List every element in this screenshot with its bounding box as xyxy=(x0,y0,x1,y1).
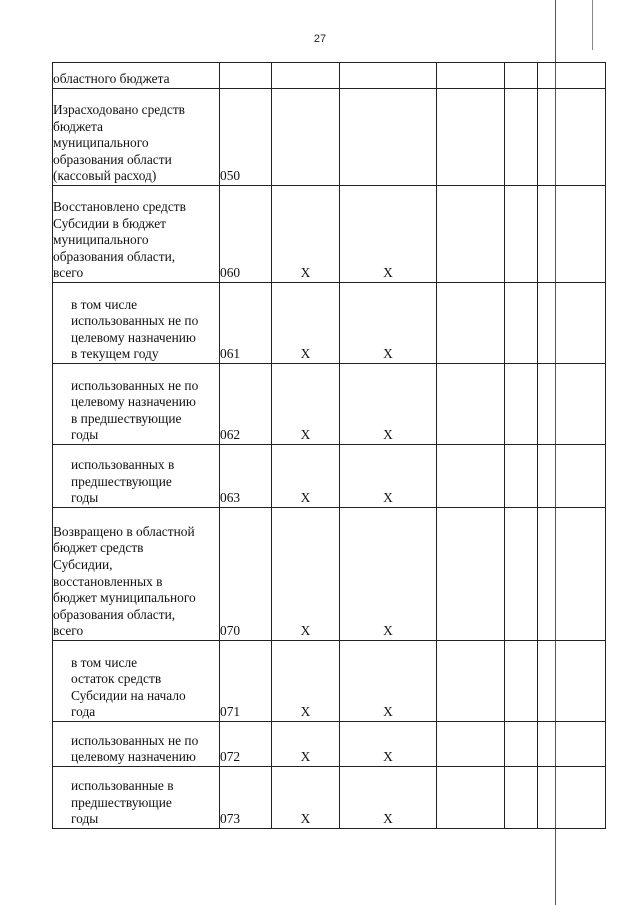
empty-cell-col7 xyxy=(538,364,606,445)
empty-cell-col7 xyxy=(538,722,606,767)
value-cell-col4: X xyxy=(340,722,437,767)
row-label-cell xyxy=(53,364,220,445)
row-label-cell xyxy=(53,722,220,767)
value-cell-col4: X xyxy=(340,641,437,722)
row-label-line: в том числе xyxy=(71,654,138,670)
empty-cell-col6 xyxy=(505,63,538,89)
row-label-line: целевому назначению xyxy=(71,749,196,765)
empty-cell-col5 xyxy=(437,767,505,829)
empty-cell-col5 xyxy=(437,445,505,508)
row-code-cell: 063 xyxy=(220,445,272,508)
row-label-line: предшествующие xyxy=(71,473,172,489)
row-label-line: в текущем году xyxy=(71,346,159,362)
empty-cell-col7 xyxy=(538,283,606,364)
row-label-cell xyxy=(53,63,220,89)
row-label-line: муниципального xyxy=(53,232,149,248)
value-cell-col4: X xyxy=(340,445,437,508)
row-label-line: муниципального xyxy=(53,135,149,151)
row-code-cell xyxy=(220,63,272,89)
row-label-line: в предшествующие xyxy=(71,410,182,426)
row-label-line: целевому назначению xyxy=(71,394,196,410)
table-row xyxy=(53,767,606,829)
row-label-line: использованные в xyxy=(71,778,174,794)
empty-cell-col6 xyxy=(505,722,538,767)
empty-cell-col6 xyxy=(505,641,538,722)
row-label-line: года xyxy=(71,704,96,720)
row-label-line: целевому назначению xyxy=(71,329,196,345)
empty-cell-col7 xyxy=(538,508,606,641)
value-cell-col3 xyxy=(272,89,340,186)
row-label-line: бюджет муниципального xyxy=(53,590,196,606)
value-cell-col3: X xyxy=(272,186,340,283)
row-label-line: всего xyxy=(53,265,84,281)
value-cell-col3: X xyxy=(272,722,340,767)
report-table-body xyxy=(53,63,606,829)
row-label-line: образования области, xyxy=(53,606,176,622)
row-label-line: областного бюджета xyxy=(53,71,170,87)
empty-cell-col7 xyxy=(538,445,606,508)
row-code-cell: 071 xyxy=(220,641,272,722)
empty-cell-col5 xyxy=(437,283,505,364)
row-code-cell: 062 xyxy=(220,364,272,445)
value-cell-col4: X xyxy=(340,508,437,641)
row-label-line: годы xyxy=(71,427,99,443)
empty-cell-col6 xyxy=(505,767,538,829)
row-label-line: Субсидии, xyxy=(53,557,113,573)
row-label-line: образования области xyxy=(53,151,172,167)
value-cell-col4 xyxy=(340,89,437,186)
value-cell-col3 xyxy=(272,63,340,89)
row-label-line: использованных не по xyxy=(71,377,199,393)
row-label-line: бюджета xyxy=(53,118,103,134)
table-row xyxy=(53,641,606,722)
value-cell-col3: X xyxy=(272,641,340,722)
empty-cell-col7 xyxy=(538,186,606,283)
row-code-cell: 061 xyxy=(220,283,272,364)
table-row xyxy=(53,63,606,89)
row-label-cell xyxy=(53,767,220,829)
empty-cell-col5 xyxy=(437,364,505,445)
empty-cell-col7 xyxy=(538,767,606,829)
row-label-line: в том числе xyxy=(71,296,138,312)
empty-cell-col5 xyxy=(437,186,505,283)
row-label-cell xyxy=(53,445,220,508)
empty-cell-col7 xyxy=(538,63,606,89)
row-label-line: остаток средств xyxy=(71,671,162,687)
row-label-line: Возвращено в областной xyxy=(53,523,195,539)
row-label-cell xyxy=(53,641,220,722)
row-label-line: использованных не по xyxy=(71,313,199,329)
row-label-line: Субсидии в бюджет xyxy=(53,215,167,231)
row-label-cell xyxy=(53,89,220,186)
table-row xyxy=(53,722,606,767)
scan-edge-line-short xyxy=(592,0,593,50)
empty-cell-col7 xyxy=(538,641,606,722)
empty-cell-col6 xyxy=(505,508,538,641)
empty-cell-col5 xyxy=(437,63,505,89)
row-code-cell: 073 xyxy=(220,767,272,829)
value-cell-col4: X xyxy=(340,283,437,364)
page-number: 27 xyxy=(313,33,327,45)
row-label-line: всего xyxy=(53,623,84,639)
row-label-line: (кассовый расход) xyxy=(53,168,157,184)
value-cell-col3: X xyxy=(272,445,340,508)
table-row xyxy=(53,186,606,283)
value-cell-col3: X xyxy=(272,283,340,364)
empty-cell-col6 xyxy=(505,445,538,508)
row-label-line: Субсидии на начало xyxy=(71,687,186,703)
row-code-cell: 072 xyxy=(220,722,272,767)
row-label-line: годы xyxy=(71,811,99,827)
empty-cell-col6 xyxy=(505,364,538,445)
empty-cell-col5 xyxy=(437,641,505,722)
row-label-line: использованных в xyxy=(71,457,175,473)
row-label-line: годы xyxy=(71,490,99,506)
value-cell-col4 xyxy=(340,63,437,89)
row-code-cell: 050 xyxy=(220,89,272,186)
empty-cell-col5 xyxy=(437,508,505,641)
row-code-cell: 070 xyxy=(220,508,272,641)
table-row xyxy=(53,283,606,364)
row-code-cell: 060 xyxy=(220,186,272,283)
value-cell-col4: X xyxy=(340,364,437,445)
row-label-line: Восстановлено средств xyxy=(53,199,186,215)
row-label-line: бюджет средств xyxy=(53,540,144,556)
row-label-cell xyxy=(53,186,220,283)
value-cell-col4: X xyxy=(340,186,437,283)
row-label-line: образования области, xyxy=(53,248,176,264)
table-row xyxy=(53,445,606,508)
empty-cell-col6 xyxy=(505,283,538,364)
empty-cell-col6 xyxy=(505,186,538,283)
value-cell-col3: X xyxy=(272,364,340,445)
row-label-line: использованных не по xyxy=(71,732,199,748)
value-cell-col3: X xyxy=(272,767,340,829)
row-label-cell xyxy=(53,283,220,364)
row-label-line: восстановленных в xyxy=(53,573,163,589)
empty-cell-col6 xyxy=(505,89,538,186)
value-cell-col3: X xyxy=(272,508,340,641)
value-cell-col4: X xyxy=(340,767,437,829)
row-label-line: Израсходовано средств xyxy=(53,102,186,118)
empty-cell-col7 xyxy=(538,89,606,186)
empty-cell-col5 xyxy=(437,89,505,186)
table-row xyxy=(53,364,606,445)
report-table xyxy=(52,62,606,829)
table-row xyxy=(53,89,606,186)
table-row xyxy=(53,508,606,641)
empty-cell-col5 xyxy=(437,722,505,767)
row-label-line: предшествующие xyxy=(71,794,172,810)
row-label-cell xyxy=(53,508,220,641)
